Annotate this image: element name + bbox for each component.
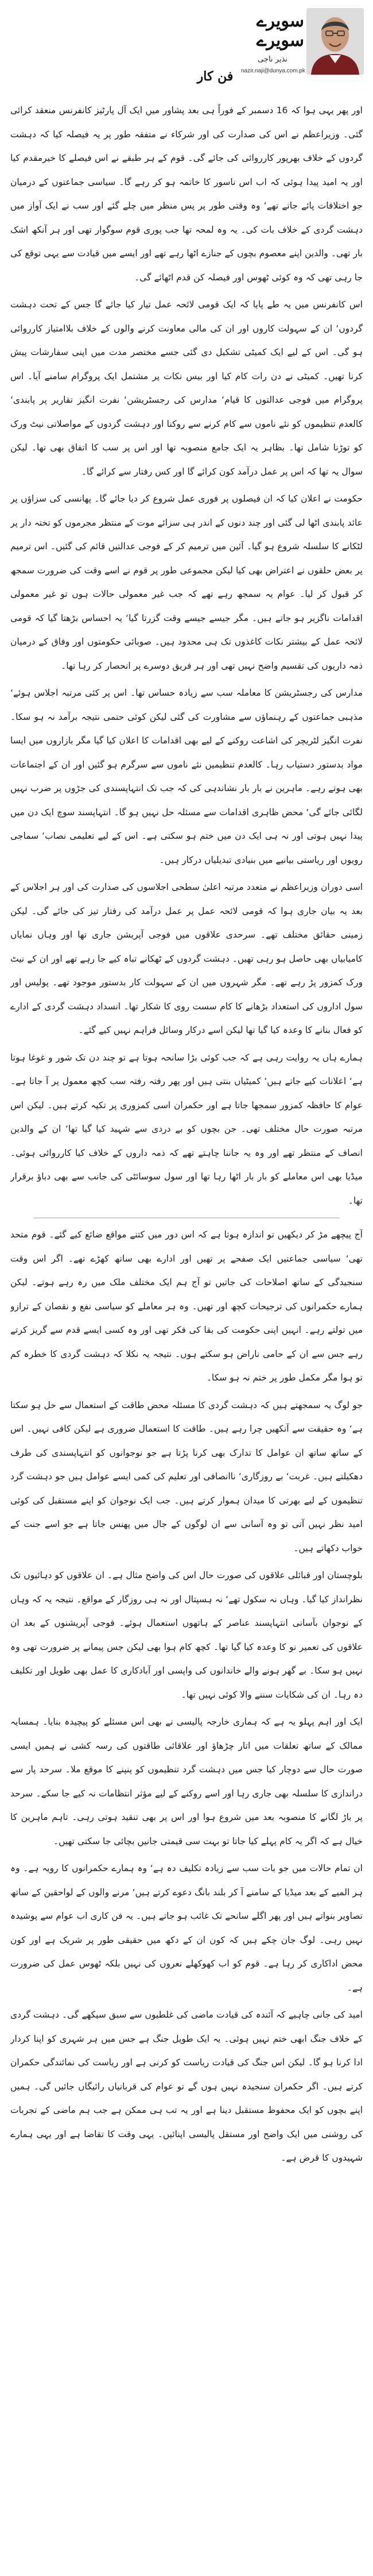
article-paragraph: جو لوگ یہ سمجھتے ہیں کہ دہشت گردی کا مسئلہ محض طاقت کے استعمال سے حل ہو سکتا ہے‘ وہ حقیقت سے آنکھیں چرا رہے ہیں۔ طاقت کا استعمال ضروری ہے لیکن کافی نہیں۔ اس کے ساتھ ساتھ ان عوامل کا تدارک بھی کرنا پڑتا ہے جو نوجوانوں کو انتہاپسندی کی طرف دھکیلتے ہیں۔ غربت‘ بے روزگاری‘ ناانصافی اور تعلیم کی کمی ایسے عوامل ہیں جو دہشت گرد تنظیموں کے لیے بھرتی کا میدان ہموار کرتے ہیں۔ جب ایک نوجوان کو اپنے مستقبل کی کوئی امید نظر نہیں آتی تو وہ آسانی سے ان لوگوں کے جال میں پھنس جاتا ہے جو اسے جنت کے خواب دکھاتے ہیں۔	[10, 1399, 363, 1553]
article-paragraph: مدارس کی رجسٹریشن کا معاملہ سب سے زیادہ حساس تھا۔ اس پر کئی مرتبہ اجلاس ہوئے‘ مذہبی جماعتوں کے رہنماؤں سے مشاورت کی گئی لیکن کوئی حتمی نتیجہ برآمد نہ ہو سکا۔ نفرت انگیز لٹریچر کی اشاعت روکنے کے لیے بھی اقدامات کا اعلان کیا گیا مگر بازاروں میں ایسا مواد بدستور دستیاب رہا۔ کالعدم تنظیمیں نئے ناموں سے سرگرم ہو گئیں اور ان کے اجتماعات بھی ہوتے رہے۔ ماہرین نے بار بار نشاندہی کی کہ جب تک انتہاپسندی کی جڑوں پر ضرب نہیں لگائی جائے گی‘ محض ظاہری اقدامات سے مسئلہ حل نہیں ہو گا۔ انتہاپسند سوچ ایک دن میں پیدا نہیں ہوتی اور نہ ہی ایک دن میں ختم ہو سکتی ہے۔ اس کے لیے تعلیمی نصاب‘ سماجی رویوں اور ریاستی بیانیے میں بنیادی تبدیلیاں درکار ہیں۔	[10, 688, 363, 865]
article-title: فن کار	[197, 69, 234, 84]
column-name-line1: سویرے	[256, 11, 304, 31]
column-masthead	[241, 11, 304, 51]
author-email: nazir.naji@dunya.com.pk	[241, 68, 305, 74]
article-paragraph: امید کی جانی چاہیے کہ آئندہ کی قیادت ماضی کی غلطیوں سے سبق سیکھے گی۔ دہشت گردی کے خلاف جنگ ابھی ختم نہیں ہوئی۔ یہ ایک طویل جنگ ہے جس میں ہر شہری کو اپنا کردار ادا کرنا ہو گا۔ لیکن اس جنگ کی قیادت ریاست کو کرنی ہے اور ریاست کی نمائندگی حکمران کرتے ہیں۔ اگر حکمران سنجیدہ نہیں ہوں گے تو عوام کی قربانیاں رائیگاں جائیں گی۔ ہمیں اپنے بچوں کو ایک محفوظ مستقبل دینا ہے اور یہ تب ہی ممکن ہے جب ہم ماضی کے تجربات کی روشنی میں ایک واضح اور مستقل پالیسی اپنائیں۔ یہی وقت کا تقاضا ہے اور یہی ہمارے شہیدوں کا قرض ہے۔	[10, 2010, 363, 2163]
article-paragraph: ان تمام حالات میں جو بات سب سے زیادہ تکلیف دہ ہے‘ وہ ہمارے حکمرانوں کا رویہ ہے۔ وہ ہر المیے کے بعد میڈیا کے سامنے آ کر بلند بانگ دعوے کرتے ہیں‘ مرنے والوں کے لواحقین کے ساتھ تصاویر بنواتے ہیں اور پھر اگلے سانحے تک غائب ہو جاتے ہیں۔ یہ فن کاری اب عوام سے پوشیدہ نہیں رہی۔ لوگ جان چکے ہیں کہ کون ان کے دکھ میں حقیقی طور پر شریک ہے اور کون محض اداکاری کر رہا ہے۔ قوم کو اب کھوکھلے نعروں کی نہیں بلکہ ٹھوس عمل کی ضرورت ہے۔	[10, 1863, 363, 1993]
author-photo	[306, 8, 364, 75]
article-paragraph: ایک اور اہم پہلو یہ ہے کہ ہماری خارجہ پالیسی نے بھی اس مسئلے کو پیچیدہ بنایا۔ ہمسایہ ممالک کے ساتھ تعلقات میں اتار چڑھاؤ اور علاقائی طاقتوں کی رسہ کشی نے ہمیں ایسی صورت حال سے دوچار کیا جس میں دہشت گرد تنظیموں کو پنپنے کا موقع ملا۔ سرحد پار سے دراندازی کا سلسلہ بھی جاری رہا اور اسے روکنے کے لیے مؤثر انتظامات نہ کیے جا سکے۔ سرحد پر باڑ لگانے کا منصوبہ بعد میں شروع ہوا اور اس پر بھی تنقید ہوتی رہی۔ تاہم ماہرین کا خیال ہے کہ اگر یہ کام پہلے کیا جاتا تو بہت سی قیمتی جانیں بچائی جا سکتی تھیں۔	[10, 1717, 363, 1846]
article-paragraph: بلوچستان اور قبائلی علاقوں کی صورت حال اس کی واضح مثال ہے۔ ان علاقوں کو دہائیوں تک نظرانداز کیا گیا۔ وہاں نہ سکول تھے‘ نہ ہسپتال اور نہ ہی روزگار کے مواقع۔ نتیجہ یہ کہ وہاں کے نوجوان بآسانی انتہاپسند عناصر کے ہاتھوں استعمال ہوئے۔ فوجی آپریشنوں کے بعد ان علاقوں کی تعمیر نو کا وعدہ کیا گیا تھا۔ کچھ کام ہوا بھی لیکن جس پیمانے پر ضرورت تھی وہ نہیں ہو سکا۔ بے گھر ہونے والے خاندانوں کی واپسی اور آبادکاری کا عمل بھی طویل اور تکلیف دہ رہا۔ ان کی شکایات سننے والا کوئی نہیں تھا۔	[10, 1570, 363, 1700]
article-paragraph: اس کانفرنس میں یہ طے پایا کہ ایک قومی لائحہ عمل تیار کیا جائے گا جس کے تحت دہشت گردوں‘ ان کے سہولت کاروں اور ان کی مالی معاونت کرنے والوں کے خلاف بلاامتیاز کارروائی ہو گی۔ اس کے لیے ایک کمیٹی تشکیل دی گئی جسے مختصر مدت میں اپنی سفارشات پیش کرنا تھیں۔ کمیٹی نے دن رات کام کیا اور بیس نکات پر مشتمل ایک پروگرام سامنے آیا۔ اس پروگرام میں فوجی عدالتوں کا قیام‘ مدارس کی رجسٹریشن‘ نفرت انگیز تقاریر پر پابندی‘ کالعدم تنظیموں کو نئے ناموں سے کام کرنے سے روکنا اور دہشت گردوں کے مواصلاتی نیٹ ورک کو توڑنا شامل تھا۔ بظاہر یہ ایک جامع منصوبہ تھا اور اس پر سب کا اتفاق بھی تھا۔ لیکن سوال یہ تھا کہ اس پر عمل درآمد کون کرائے گا اور کس رفتار سے کرائے گا۔	[10, 299, 363, 477]
article-paragraph: اسی دوران وزیراعظم نے متعدد مرتبہ اعلیٰ سطحی اجلاسوں کی صدارت کی اور ہر اجلاس کے بعد یہ بیان جاری ہوا کہ قومی لائحہ عمل پر عمل درآمد کی رفتار تیز کی جائے گی۔ لیکن زمینی حقائق مختلف تھے۔ سرحدی علاقوں میں فوجی آپریشن جاری تھا اور وہاں نمایاں کامیابیاں بھی حاصل ہو رہی تھیں۔ دہشت گردوں کے ٹھکانے تباہ کیے جا رہے تھے اور ان کے نیٹ ورک کمزور پڑ رہے تھے۔ مگر شہروں میں ان کے سہولت کار بدستور موجود تھے۔ پولیس اور سول اداروں کی استعداد بڑھانے کا کام سست روی کا شکار تھا۔ انسداد دہشت گردی کے ادارے کو فعال بنانے کا وعدہ کیا گیا تھا لیکن اسے درکار وسائل فراہم نہیں کیے گئے۔	[10, 882, 363, 1035]
article-paragraph: اور پھر یہی ہوا کہ 16 دسمبر کے فوراً ہی بعد پشاور میں ایک آل پارٹیز کانفرنس منعقد کرائی گئی۔ وزیراعظم نے اس کی صدارت کی اور شرکاء نے متفقہ طور پر یہ فیصلہ کیا کہ دہشت گردوں کے خلاف بھرپور کارروائی کی جائے گی۔ قوم کے ہر طبقے نے اس فیصلے کا خیرمقدم کیا اور یہ امید پیدا ہوئی کہ اب اس ناسور کا خاتمہ ہو کر رہے گا۔ سیاسی جماعتوں کے درمیان جو اختلافات پائے جاتے تھے‘ وہ وقتی طور پر پس منظر میں چلے گئے اور سب نے ایک آواز میں دہشت گردی کے خلاف بات کی۔ یہ وہ لمحہ تھا جب پوری قوم سوگوار تھی اور ہر آنکھ اشک بار تھی۔ والدین اپنے معصوم بچوں کے جنازے اٹھا رہے تھے اور ایسے میں قیادت سے یہی توقع کی جا رہی تھی کہ وہ کوئی ٹھوس اور فیصلہ کن قدم اٹھائے گی۔	[10, 105, 363, 283]
article-paragraph: حکومت نے اعلان کیا کہ ان فیصلوں پر فوری عمل شروع کر دیا جائے گا۔ پھانسی کی سزاؤں پر عائد پابندی اٹھا لی گئی اور چند دنوں کے اندر ہی سزائے موت کے منتظر مجرموں کو تختہ دار پر لٹکانے کا سلسلہ شروع ہو گیا۔ آئین میں ترمیم کر کے فوجی عدالتیں قائم کی گئیں۔ اس ترمیم پر بعض حلقوں نے اعتراض بھی کیا لیکن مجموعی طور پر قوم نے اسے وقت کی ضرورت سمجھ کر قبول کر لیا۔ عوام یہ سمجھ رہے تھے کہ جب غیر معمولی حالات ہوں تو غیر معمولی اقدامات ناگزیر ہو جاتے ہیں۔ مگر جیسے جیسے وقت گزرتا گیا‘ یہ احساس بڑھتا گیا کہ قومی لائحہ عمل کے بیشتر نکات کاغذوں تک ہی محدود ہیں۔ صوبائی حکومتوں اور وفاق کے درمیان ذمہ داریوں کی تقسیم واضح نہیں تھی اور ہر فریق دوسرے پر انحصار کر رہا تھا۔	[10, 493, 363, 671]
article-paragraph: آج پیچھے مڑ کر دیکھیں تو اندازہ ہوتا ہے کہ اس دور میں کتنے مواقع ضائع کیے گئے۔ قوم متحد تھی‘ سیاسی جماعتیں ایک صفحے پر تھیں اور ادارے بھی ساتھ کھڑے تھے۔ اگر اس وقت سنجیدگی کے ساتھ اصلاحات کی جاتیں تو آج ہم ایک مختلف ملک میں رہ رہے ہوتے۔ لیکن ہمارے حکمرانوں کی ترجیحات کچھ اور تھیں۔ وہ ہر معاملے کو سیاسی نفع و نقصان کے ترازو میں تولتے رہے۔ انہیں اپنی حکومت کی بقا کی فکر تھی اور وہ کسی ایسے قدم سے گریز کرتے رہے جس سے ان کے حامی ناراض ہو سکتے ہوں۔ نتیجہ یہ نکلا کہ دہشت گردی کا خطرہ کم تو ہوا مگر مکمل طور پر ختم نہ ہو سکا۔	[10, 1229, 363, 1383]
author-portrait-icon	[306, 8, 364, 75]
author-name: نذیر ناجی	[258, 55, 287, 64]
column-name-line2: سویرے	[256, 30, 304, 51]
column-header	[241, 8, 364, 82]
section-divider	[33, 1217, 340, 1218]
article-paragraph: ہمارے ہاں یہ روایت رہی ہے کہ جب کوئی بڑا سانحہ ہوتا ہے تو چند دن تک شور و غوغا ہوتا ہے‘ اعلانات کیے جاتے ہیں‘ کمیٹیاں بنتی ہیں اور پھر رفتہ رفتہ سب کچھ معمول پر آ جاتا ہے۔ عوام کا حافظہ کمزور سمجھا جاتا ہے اور حکمران اسی کمزوری پر تکیہ کرتے ہیں۔ لیکن اس مرتبہ صورت حال مختلف تھی۔ جن بچوں کو بے دردی سے شہید کیا گیا تھا‘ ان کے والدین انصاف کے منتظر تھے اور وہ یہ جاننا چاہتے تھے کہ ذمہ داروں کے خلاف کیا کارروائی ہوئی۔ میڈیا بھی اس معاملے کو بار بار اٹھا رہا تھا اور سول سوسائٹی کی جانب سے بھی دباؤ برقرار تھا۔	[10, 1052, 363, 1206]
article-body	[10, 99, 363, 2563]
